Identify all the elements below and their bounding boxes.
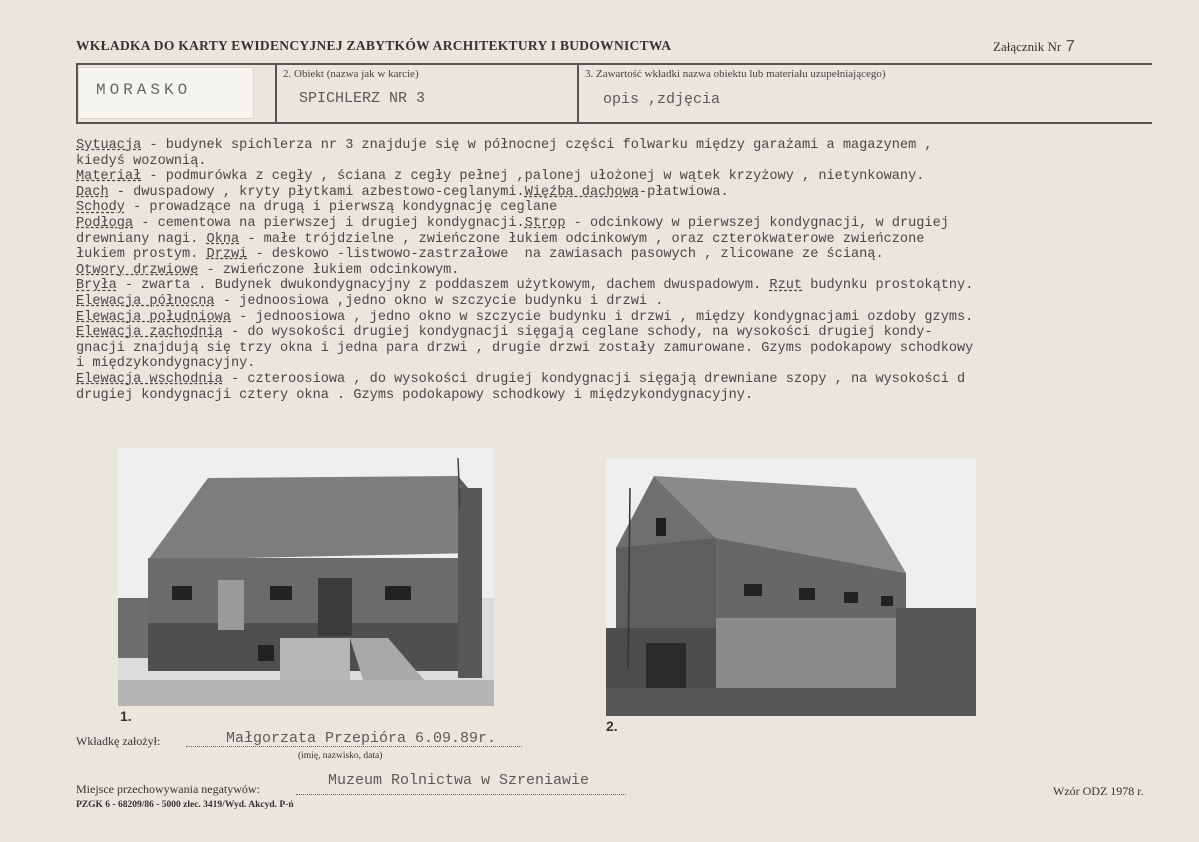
object-label: 2. Obiekt (nazwa jak w karcie) — [283, 68, 419, 80]
created-by-hint: (imię, nazwisko, data) — [298, 751, 383, 761]
table-divider-1 — [275, 63, 277, 124]
desc-line: kiedyś wozownią. — [76, 153, 207, 169]
heading-south-elevation: Elewacja południowa — [76, 309, 231, 325]
heading-north-elevation: Elewacja północna — [76, 293, 215, 309]
heading-door-openings: Otwory drzwiowe — [76, 262, 199, 278]
object-value: SPICHLERZ NR 3 — [299, 90, 426, 107]
desc-line: - małe trójdzielne , zwieńczone łukiem odcinkowym , oraz czterokwaterowe zwieńczone — [239, 231, 925, 247]
content-label: 3. Zawartość wkładki nazwa obiektu lub materiału uzupełniającego) — [585, 68, 886, 80]
heading-west-elevation: Elewacja zachodnia — [76, 325, 223, 341]
heading-windows: Okna — [206, 231, 240, 247]
annex-label — [993, 38, 1075, 57]
card-title: WKŁADKA DO KARTY EWIDENCYJNEJ ZABYTKÓW ARCHITEKTURY I BUDOWNICTWA — [76, 38, 672, 53]
created-by-label: Wkładkę założył: — [76, 734, 161, 748]
heading-form: Bryła — [76, 278, 117, 294]
desc-line: - jednoosiowa , jedno okno w szczycie budynku i drzwi , między kondygnacjami ozdoby gzyms. — [231, 309, 974, 325]
heading-plan: Rzut — [769, 278, 803, 294]
table-bottom-rule — [76, 122, 1152, 124]
print-info: PZGK 6 - 68209/86 - 5000 zlec. 3419/Wyd. Akcyd. P-ń — [76, 800, 294, 810]
content-value: opis ,zdjęcia — [603, 91, 721, 108]
form-model: Wzór ODZ 1978 r. — [1053, 784, 1144, 798]
heading-situation: Sytuacja — [76, 138, 142, 153]
desc-line: -płatwiowa. — [638, 184, 729, 200]
description-text — [76, 138, 1196, 403]
desc-line: - dwuspadowy , kryty płytkami azbestowo-ceglanymi. — [108, 184, 525, 200]
heading-doors: Drzwi — [206, 247, 248, 263]
storage-label: Miejsce przechowywania negatywów: — [76, 782, 260, 796]
desc-line: drugiej kondygnacji cztery okna . Gzyms podokapowy schodkowy i międzykondygnacyjny. — [76, 387, 754, 403]
photo-2 — [606, 458, 976, 716]
photo-1-number: 1. — [120, 708, 132, 724]
desc-line: - prowadzące na drugą i pierwszą kondygnację ceglane — [124, 200, 558, 216]
desc-line: - do wysokości drugiej kondygnacji sięgają ceglane schody, na wysokości drugiej kondy- — [222, 325, 933, 341]
photo-1-image — [118, 448, 494, 706]
desc-line: - deskowo -listwowo-zastrzałowe na zawiasach pasowych , zlicowane ze ścianą. — [247, 247, 884, 263]
heading-roof: Dach — [76, 184, 109, 200]
desc-line: łukiem prostym. — [76, 247, 207, 263]
desc-line: - podmurówka z cegły , ściana z cegły pełnej ,palonej ułożonej w wątek krzyżowy , nietynkowany. — [141, 169, 925, 185]
desc-line: - zwieńczone łukiem odcinkowym. — [198, 262, 460, 278]
heading-material: Materiał — [76, 169, 142, 185]
storage-line — [296, 794, 626, 795]
created-by-value: Małgorzata Przepióra 6.09.89r. — [226, 730, 497, 747]
annex-number: 7 — [1065, 38, 1076, 57]
storage-value: Muzeum Rolnictwa w Szreniawie — [328, 772, 590, 789]
desc-line: drewniany nagi. — [76, 231, 207, 247]
heading-truss: Więźba dachowa — [524, 184, 639, 200]
photo-2-number: 2. — [606, 718, 618, 734]
desc-line: - czteroosiowa , do wysokości drugiej kondygnacji sięgają drewniane szopy , na wysokości d — [222, 371, 966, 387]
desc-line: - odcinkowy w pierwszej kondygnacji, w drugiej — [565, 215, 949, 231]
photo-2-image — [606, 458, 976, 716]
desc-line: i międzykondygnacyjny. — [76, 356, 256, 372]
desc-line: gnacji znajdują się trzy okna i jedna para drzwi , drugie drzwi zostały zamurowane. Gzyms podokapowy schodkowy — [76, 340, 974, 356]
heading-east-elevation: Elewacja wschodnia — [76, 371, 223, 387]
desc-line: - zwarta . Budynek dwukondygnacyjny z poddaszem użytkowym, dachem dwuspadowym. — [116, 278, 770, 294]
annex-label-text: Załącznik Nr — [993, 39, 1062, 54]
place-name: MORASKO — [96, 81, 192, 99]
photo-1 — [118, 448, 494, 706]
table-divider-2 — [577, 63, 579, 124]
table-top-rule — [76, 63, 1152, 65]
desc-line: budynku prostokątny. — [802, 278, 974, 294]
heading-stairs: Schody — [76, 200, 125, 216]
desc-line: - budynek spichlerza nr 3 znajduje się w północnej części folwarku między garażami a magazynem , — [141, 138, 933, 153]
desc-line: - jednoosiowa ,jedno okno w szczycie budynku i drzwi . — [214, 293, 664, 309]
desc-line: - cementowa na pierwszej i drugiej kondygnacji. — [133, 215, 525, 231]
heading-floor: Podłoga — [76, 215, 134, 231]
heading-ceiling: Strop — [524, 215, 566, 231]
